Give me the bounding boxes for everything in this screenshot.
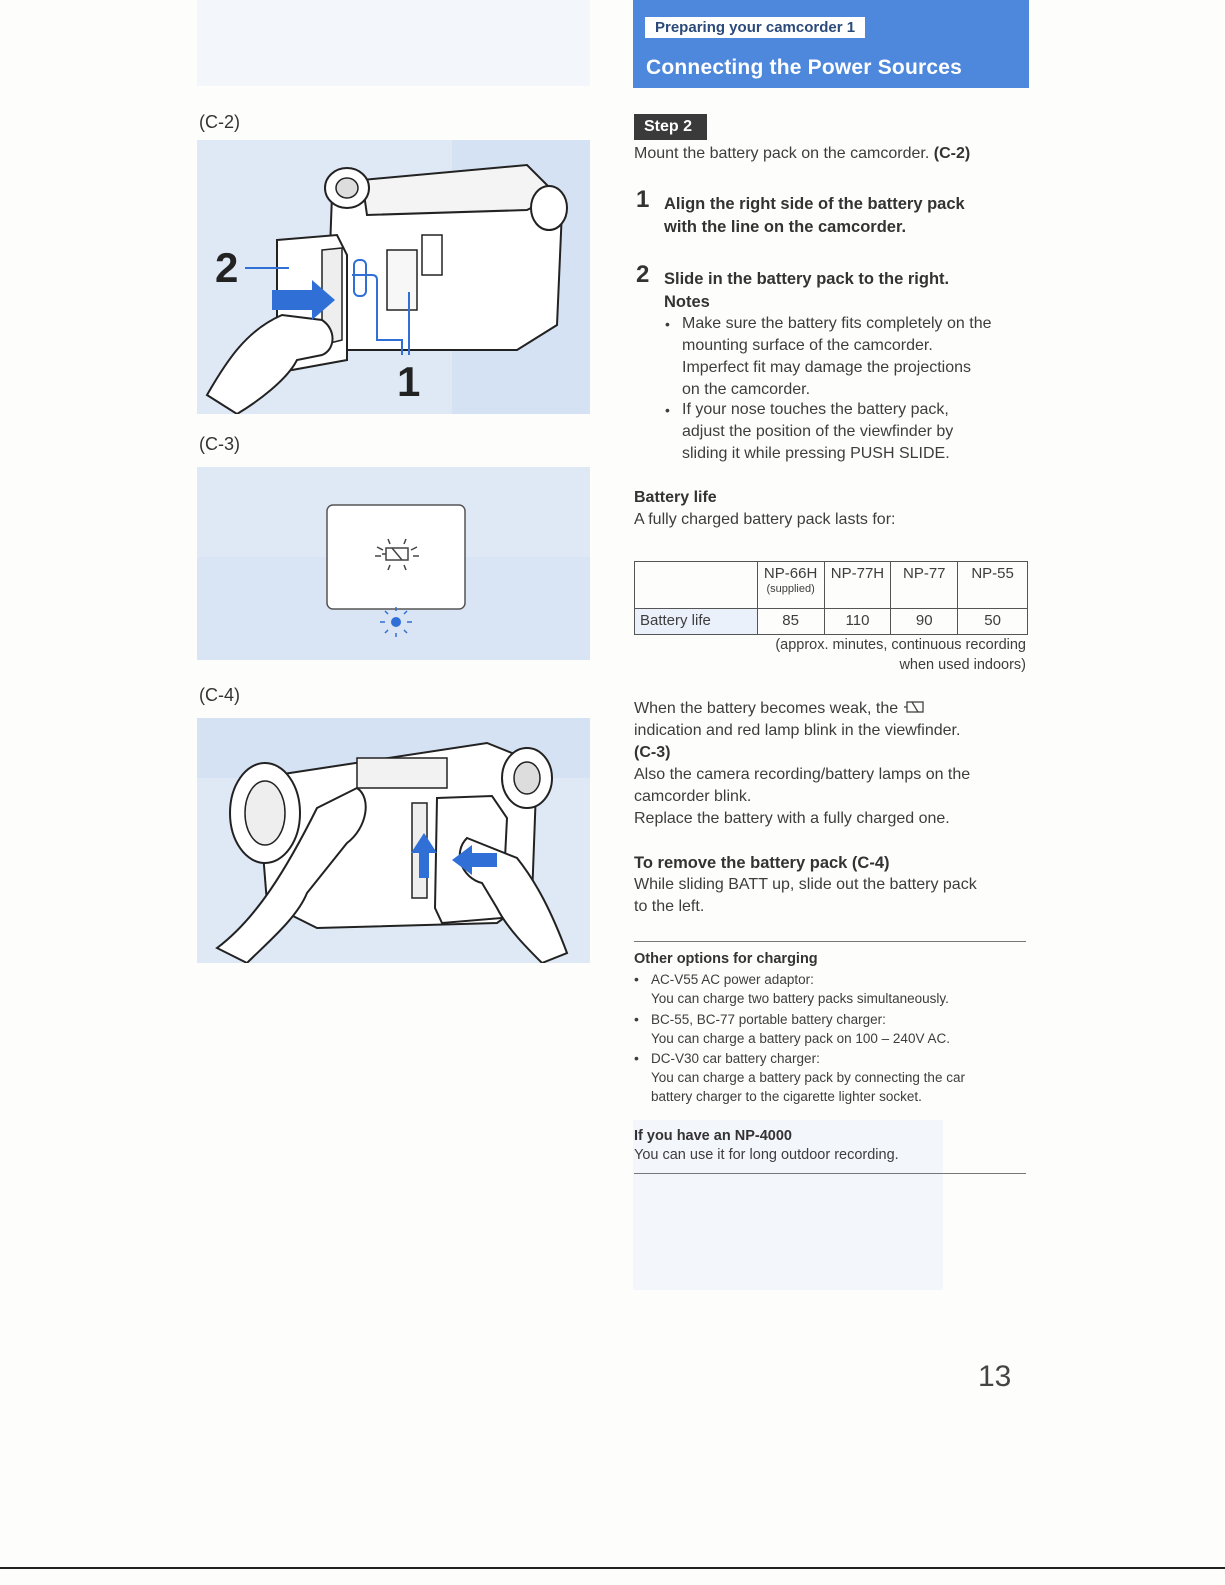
weak-battery-line: camcorder blink.	[634, 788, 752, 805]
np4000-title: If you have an NP-4000	[634, 1128, 792, 1144]
battery-life-table	[634, 561, 1028, 635]
remove-line: While sliding BATT up, slide out the battery pack	[634, 876, 977, 893]
table-header-cell: NP-55	[958, 562, 1028, 609]
table-footnote: when used indoors)	[899, 657, 1026, 673]
table-cell: 90	[891, 609, 958, 635]
table-header-cell: NP-77	[891, 562, 958, 609]
other-option-item: • DC-V30 car battery charger: You can charge a battery pack by connecting the car battery charger to the cigarette lighter socket.	[651, 1049, 965, 1106]
figure-c3	[197, 467, 590, 660]
table-cell: 85	[757, 609, 824, 635]
section-tag: Preparing your camcorder 1	[645, 17, 865, 38]
table-header-row	[635, 562, 1028, 609]
other-option-item: • BC-55, BC-77 portable battery charger: You can charge a battery pack on 100 – 240V AC.	[651, 1010, 950, 1048]
figure-c4	[197, 718, 590, 963]
step-badge: Step 2	[634, 114, 707, 140]
divider	[634, 941, 1026, 942]
background-panel	[197, 0, 590, 86]
divider	[634, 1173, 1026, 1174]
step-item-1-line1: Align the right side of the battery pack	[664, 195, 965, 213]
step-item-1-line2: with the line on the camcorder.	[664, 218, 907, 236]
battery-life-intro: A fully charged battery pack lasts for:	[634, 511, 896, 528]
camcorder-mount-illustration	[197, 140, 590, 414]
figure-c2	[197, 140, 590, 414]
page-number: 13	[978, 1360, 1012, 1393]
remove-title: To remove the battery pack (C-4)	[634, 854, 890, 872]
figure-label-c2: (C-2)	[199, 112, 240, 132]
step-item-2-line1: Slide in the battery pack to the right.	[664, 270, 950, 288]
figure-label-c3: (C-3)	[199, 434, 240, 454]
weak-battery-ref: (C-3)	[634, 744, 671, 761]
table-footnote: (approx. minutes, continuous recording	[775, 637, 1026, 653]
supplied-note: (supplied)	[766, 583, 815, 595]
table-corner-cell	[635, 562, 758, 609]
viewfinder-indicator-illustration	[197, 467, 590, 660]
remove-line: to the left.	[634, 898, 705, 915]
step-item-number: 2	[636, 261, 650, 288]
note-item: • If your nose touches the battery pack, adjust the position of the viewfinder by sliding it while pressing PUSH SLIDE.	[682, 399, 953, 465]
table-row	[635, 609, 1028, 635]
figure-label-c4: (C-4)	[199, 685, 240, 705]
other-options-title: Other options for charging	[634, 951, 818, 967]
section-header	[633, 0, 1029, 88]
battery-warning-icon	[903, 700, 927, 714]
weak-battery-line: Also the camera recording/battery lamps on the	[634, 766, 971, 783]
weak-battery-line: Replace the battery with a fully charged one.	[634, 810, 950, 827]
step-item-number: 1	[636, 186, 650, 213]
np4000-text: You can use it for long outdoor recording.	[634, 1147, 899, 1163]
table-cell: 110	[824, 609, 891, 635]
table-cell: 50	[958, 609, 1028, 635]
callout-number-1: 1	[397, 358, 421, 405]
weak-battery-line: When the battery becomes weak, the	[634, 698, 927, 720]
page-bottom-border	[0, 1567, 1225, 1569]
page-title: Connecting the Power Sources	[646, 56, 962, 79]
table-row-label: Battery life	[635, 609, 758, 635]
step-intro-ref: (C-2)	[933, 145, 971, 162]
battery-life-title: Battery life	[634, 489, 717, 506]
battery-removal-illustration	[197, 718, 590, 963]
note-item: • Make sure the battery fits completely on the mounting surface of the camcorder. Imperfect fit may damage the projections on the camcorder.	[682, 313, 991, 401]
callout-number-2: 2	[215, 244, 239, 291]
other-option-item: • AC-V55 AC power adaptor: You can charge two battery packs simultaneously.	[651, 970, 949, 1008]
step-intro	[634, 143, 970, 165]
notes-title: Notes	[664, 293, 710, 311]
step-intro-text: Mount the battery pack on the camcorder.	[634, 145, 930, 162]
table-header-cell: NP-77H	[824, 562, 891, 609]
weak-battery-line: indication and red lamp blink in the viewfinder.	[634, 722, 961, 739]
table-header-cell: NP-66H (supplied)	[757, 562, 824, 609]
